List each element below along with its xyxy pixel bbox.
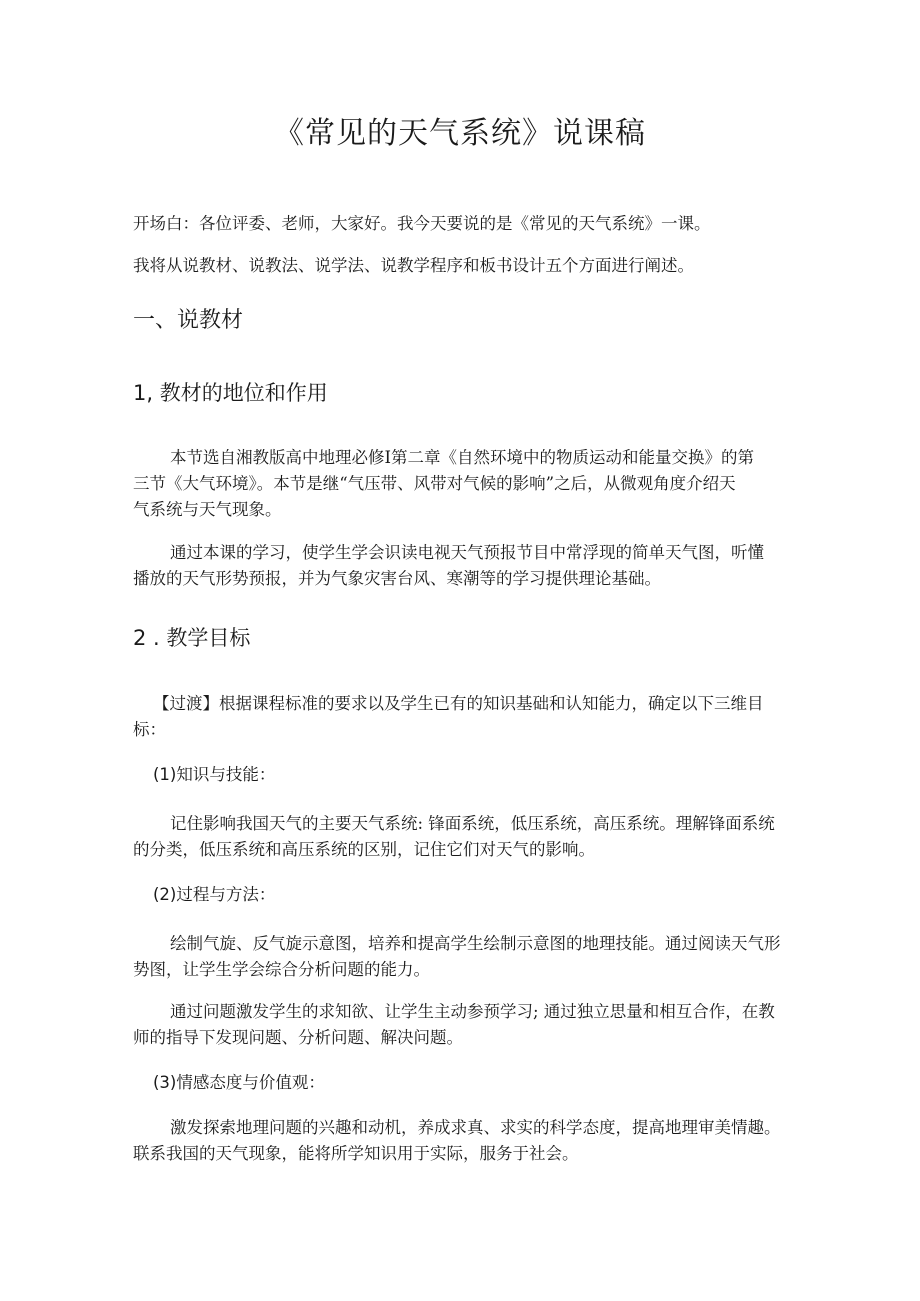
paragraph-line: 气系统与天气现象。 [133, 500, 282, 519]
objective-label: 情感态度与价值观： [176, 1073, 325, 1092]
paragraph-line: 通过问题激发学生的求知欲、让学生主动参预学习; 通过独立思量和相互合作，在教 [170, 1002, 775, 1021]
paragraph-line: 的分类，低压系统和高压系统的区别，记住它们对天气的影响。 [133, 840, 595, 859]
objective-label: 过程与方法： [176, 885, 276, 904]
section-heading-textbook: 一、说教材 [133, 308, 244, 333]
paragraph-line: 本节选自湘教版高中地理必修Ⅰ第二章《自然环境中的物质运动和能量交换》的第 [170, 448, 755, 467]
subheading-teaching-goals: 2 . 教学目标 [133, 626, 251, 650]
paragraph-line: 绘制气旋、反气旋示意图，培养和提高学生绘制示意图的地理技能。通过阅读天气形 [170, 934, 781, 953]
objective-process-methods [153, 882, 275, 908]
document-title: 《常见的天气系统》说课稿 [274, 116, 646, 151]
paragraph-line: 三节《大气环境》。本节是继“气压带、风带对气候的影响”之后，从微观角度介绍天 [133, 474, 736, 493]
paragraph-line: 通过本课的学习，使学生学会识读电视天气预报节目中常浮现的简单天气图，听懂 [170, 543, 764, 562]
paragraph-line: 播放的天气形势预报，并为气象灾害台风、寒潮等的学习提供理论基础。 [133, 569, 661, 588]
objective-label: 知识与技能： [176, 765, 276, 784]
paragraph-line: 联系我国的天气现象，能将所学知识用于实际，服务于社会。 [133, 1144, 579, 1163]
objective-number: (2) [153, 885, 177, 904]
paragraph-line: 师的指导下发现问题、分析问题、解决问题。 [133, 1028, 463, 1047]
paragraph-line: 激发探索地理问题的兴趣和动机，养成求真、求实的科学态度，提高地理审美情趣。 [170, 1118, 781, 1137]
objective-knowledge-skills [153, 762, 275, 788]
objective-number: (1) [153, 765, 177, 784]
objective-attitude-values [153, 1070, 325, 1096]
paragraph-line: 势图，让学生学会综合分析问题的能力。 [133, 960, 430, 979]
transition-line: 【过渡】根据课程标准的要求以及学生已有的知识基础和认知能力，确定以下三维目 [153, 694, 764, 713]
objective-number: (3) [153, 1073, 177, 1092]
transition-line: 标： [133, 720, 166, 739]
intro-line-2: 我将从说教材、说教法、说学法、说教学程序和板书设计五个方面进行阐述。 [133, 256, 694, 275]
subheading-status-role: 1, 教材的地位和作用 [133, 381, 328, 405]
paragraph-line: 记住影响我国天气的主要天气系统: 锋面系统，低压系统，高压系统。理解锋面系统 [170, 814, 775, 833]
intro-line-1: 开场白：各位评委、老师，大家好。我今天要说的是《常见的天气系统》一课。 [133, 214, 711, 233]
